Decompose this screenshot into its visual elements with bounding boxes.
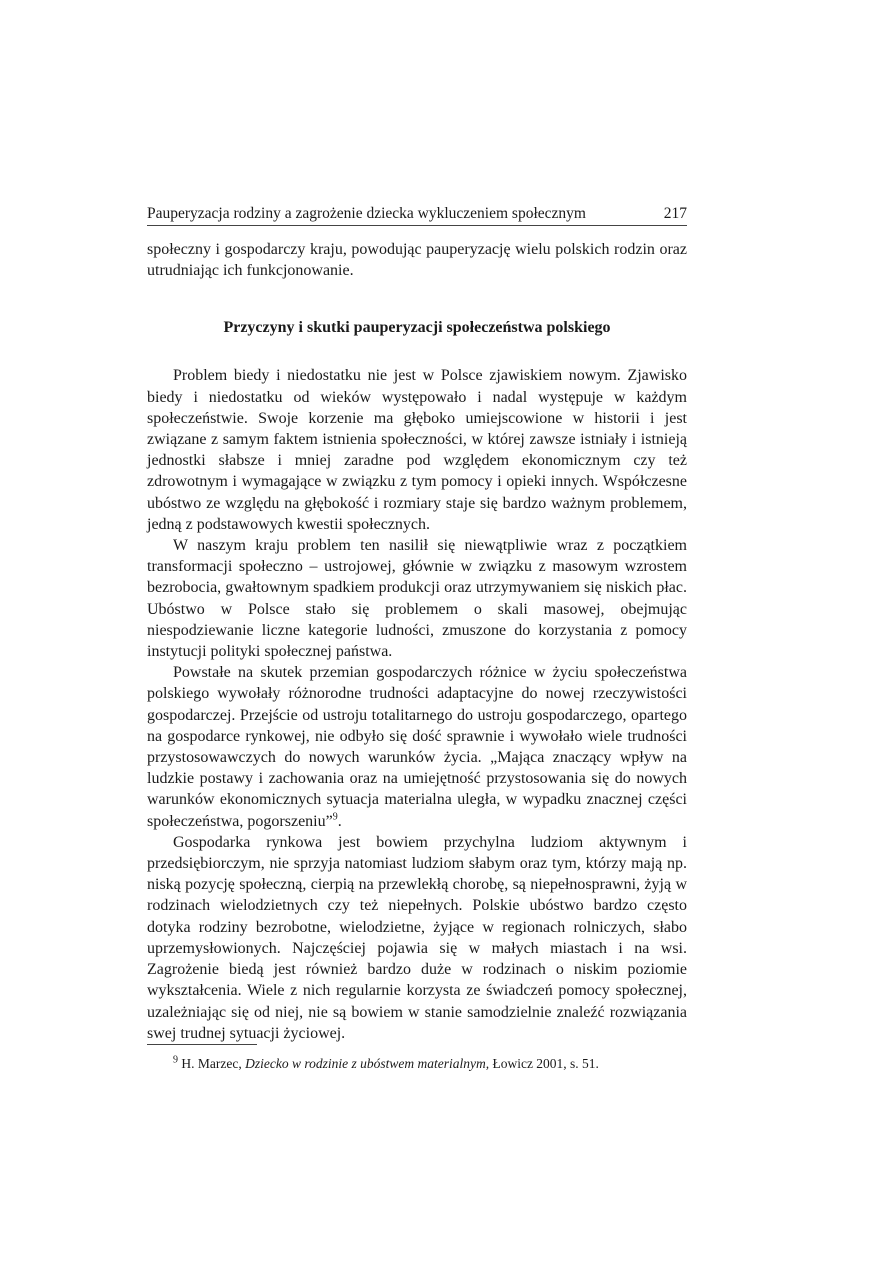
footnote-separator <box>147 1044 257 1045</box>
paragraph-2: W naszym kraju problem ten nasilił się niewątpliwie wraz z początkiem transformacji społeczno – ustrojowej, głównie w związku z masowym wzrostem bezrobocia, gwałtownym spadkiem produkcji oraz utrzymywaniem się niskich płac. Ubóstwo w Polsce stało się problemem o skali masowej, obejmując niespodziewanie liczne kategorie ludności, zmuszone do korzystania z pomocy instytucji polityki społecznej państwa. <box>147 537 687 661</box>
paragraph-3-text: Powstałe na skutek przemian gospodarczych różnice w życiu społeczeństwa polskiego wywołały różnorodne trudności adaptacyjne do nowej rzeczywistości gospodarczej. Przejście od ustroju totalitarnego do ustroju gospodarczego, opartego na gospodarce rynkowej, nie odbyło się dość sprawnie i wywołało wiele trudności przystosowawczych do nowych warunków życia. „Mająca znaczący wpływ na ludzkie postawy i zachowania oraz na umiejętność przystosowania się do nowych warunków ekonomicznych sytuacja materialna uległa, w wypadku znacznej części społeczeństwa, pogorszeniu” <box>147 664 687 830</box>
paragraph-3 <box>147 662 687 832</box>
paragraph-4: Gospodarka rynkowa jest bowiem przychylna ludziom aktywnym i przedsiębiorczym, nie sprzyja natomiast ludziom słabym oraz tym, którzy mają np. niską pozycję społeczną, cierpią na przewlekłą chorobę, są niepełnosprawni, żyją w rodzinach wielodzietnych czy też niepełnych. Polskie ubóstwo bardzo często dotyka rodziny bezrobotne, wielodzietne, żyjące w regionach rolniczych, słabo uprzemysłowionych. Najczęściej pojawia się w małych miastach i na wsi. Zagrożenie biedą jest również bardzo duże w rodzinach o niskim poziomie wykształcenia. Wiele z nich regularnie korzysta ze świadczeń pomocy społecznej, uzależniając się od niej, nie są bowiem w stanie samodzielnie znaleźć rozwiązania swej trudnej sytuacji życiowej. <box>147 833 687 1042</box>
footnote-rest: Łowicz 2001, s. 51. <box>492 1056 599 1071</box>
section-heading: Przyczyny i skutki pauperyzacji społeczeństwa polskiego <box>223 319 611 337</box>
footnote-mark: 9 <box>173 1054 178 1066</box>
carryover-paragraph: społeczny i gospodarczy kraju, powodując pauperyzację wielu polskich rodzin oraz utrudniając ich funkcjonowanie. <box>147 241 687 280</box>
paragraph-3-end: . <box>337 812 342 830</box>
footnote <box>173 1055 673 1073</box>
running-title: Pauperyzacja rodziny a zagrożenie dziecka wykluczeniem społecznym <box>147 205 586 222</box>
footnote-reference: 9 <box>332 811 338 823</box>
main-text <box>147 239 687 1044</box>
footnote-title: Dziecko w rodzinie z ubóstwem materialnym, <box>245 1056 490 1071</box>
paragraph-1: Problem biedy i niedostatku nie jest w Polsce zjawiskiem nowym. Zjawisko biedy i niedostatku od wieków występowało i nadal występuje w każdym społeczeństwie. Swoje korzenie ma głęboko umiejscowione w historii i jest związane z samym faktem istnienia społeczności, w której zawsze istniały i istnieją jednostki słabsze i mniej zaradne pod względem ekonomicznym czy też zdrowotnym i wymagające w związku z tym pomocy i opieki innych. Współczesne ubóstwo ze względu na głębokość i rozmiary staje się bardzo ważnym problemem, jedną z podstawowych kwestii społecznych. <box>147 367 687 533</box>
footnote-author: H. Marzec, <box>181 1056 242 1071</box>
running-header <box>147 205 687 226</box>
page-number: 217 <box>663 205 687 222</box>
